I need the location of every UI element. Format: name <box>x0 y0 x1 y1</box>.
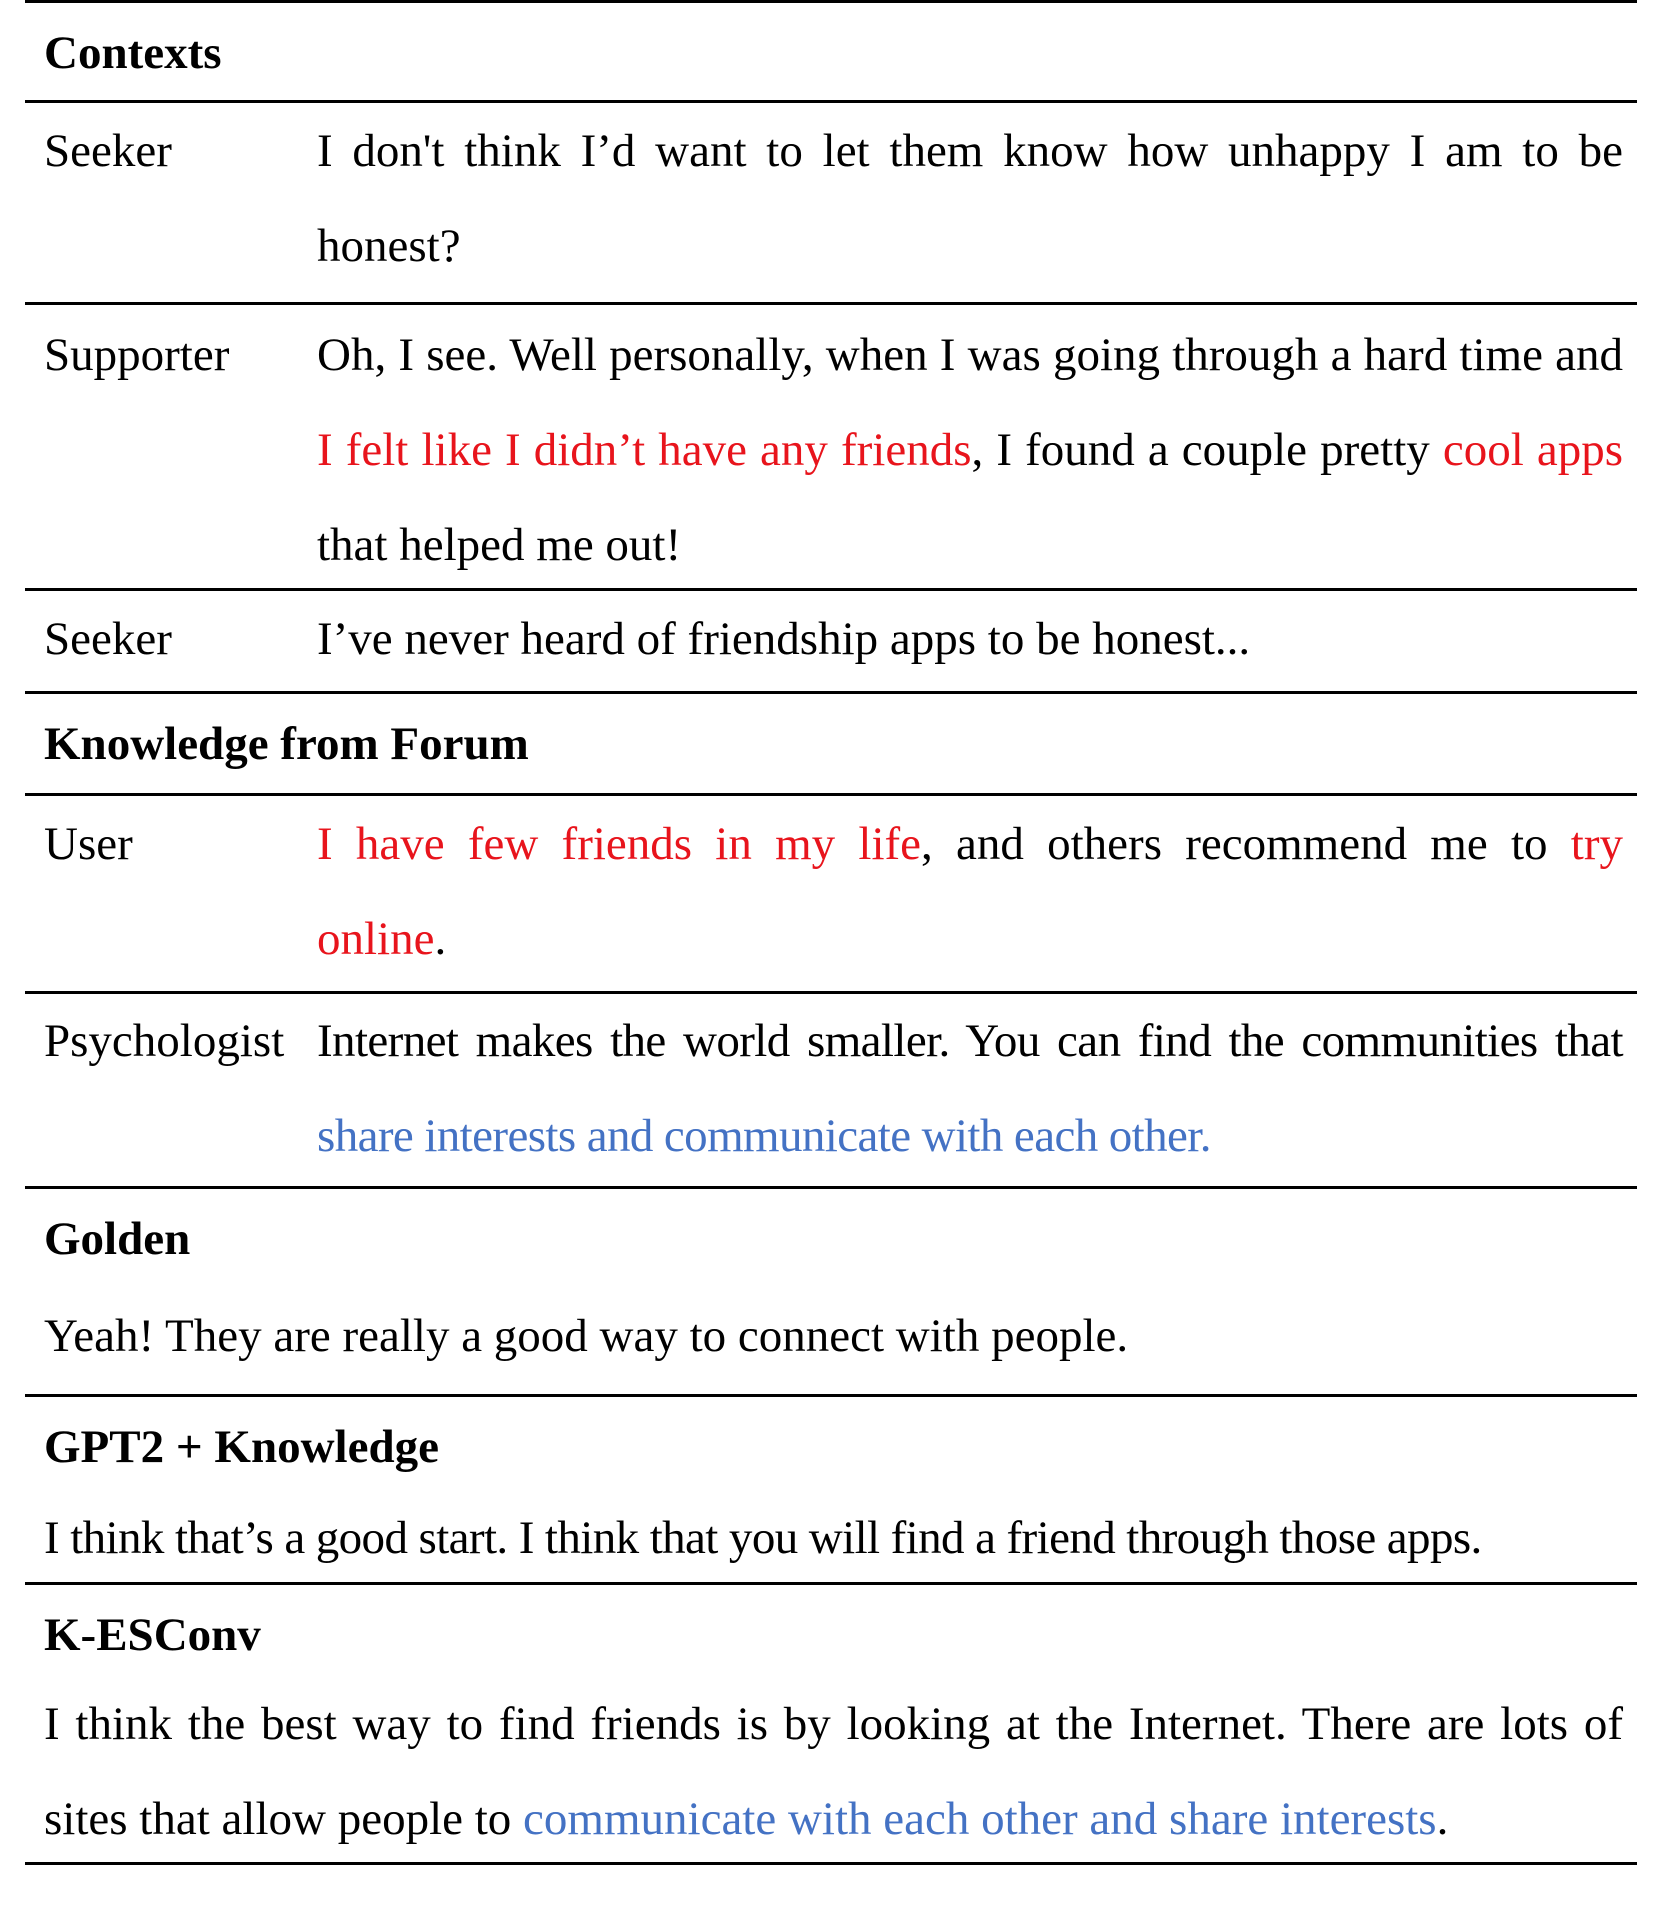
highlight-red-segment: cool apps <box>1442 424 1623 476</box>
context-turn <box>25 305 1637 588</box>
gpt2-heading: GPT2 + Knowledge <box>44 1421 439 1473</box>
kesconv-heading: K-ESConv <box>44 1609 261 1661</box>
highlight-red-segment: I felt like I didn’t have any friends <box>317 424 972 476</box>
example-table <box>25 0 1637 1865</box>
knowledge-heading: Knowledge from Forum <box>44 718 529 770</box>
knowledge-turn <box>25 796 1637 991</box>
highlight-red-segment: I have few friends in my life <box>317 818 922 870</box>
utterance <box>317 592 1637 691</box>
golden-heading: Golden <box>44 1213 191 1265</box>
text-segment: Oh, I see. Well personally, when I was going through a hard time and <box>317 329 1623 381</box>
highlight-blue-segment: communicate with each other and share interests <box>523 1793 1437 1845</box>
text-segment: Internet makes the world smaller. You can find the communities that <box>317 1015 1623 1067</box>
speaker-label: Seeker <box>44 613 172 665</box>
knowledge-turn <box>25 994 1637 1186</box>
highlight-red-segment: try online <box>317 818 1623 965</box>
highlight-blue-segment: share interests and communicate with each other. <box>317 1110 1211 1162</box>
text-segment: I think the best way to find friends is by looking at the Internet. There are lots of sites that allow people to <box>44 1698 1623 1845</box>
context-turn <box>25 591 1637 691</box>
context-turn <box>25 103 1637 302</box>
speaker-label: Supporter <box>44 329 230 381</box>
speaker-label: Psychologist <box>44 1015 285 1067</box>
speaker-label: Seeker <box>44 125 172 177</box>
text-segment: . <box>1436 1793 1449 1845</box>
speaker-label: User <box>44 818 133 870</box>
text-segment: . <box>434 913 447 965</box>
text-segment: Yeah! They are really a good way to connect with people. <box>44 1310 1129 1362</box>
text-segment: I’ve never heard of friendship apps to be honest... <box>317 613 1251 665</box>
utterance <box>317 994 1637 1186</box>
kesconv-response <box>25 1677 1637 1862</box>
text-segment: , I found a couple pretty <box>971 424 1443 476</box>
text-segment: I think that’s a good start. I think that you will find a friend through those apps. <box>44 1512 1482 1564</box>
utterance <box>317 308 1637 588</box>
utterance <box>317 104 1637 302</box>
contexts-heading: Contexts <box>44 27 222 79</box>
text-segment: , and others recommend me to <box>921 818 1571 870</box>
utterance <box>317 797 1637 991</box>
text-segment: that helped me out! <box>317 519 682 571</box>
text-segment: I don't think I’d want to let them know how unhappy I am to be honest? <box>317 125 1623 272</box>
golden-response <box>25 1289 1637 1394</box>
gpt2-response <box>25 1491 1637 1582</box>
